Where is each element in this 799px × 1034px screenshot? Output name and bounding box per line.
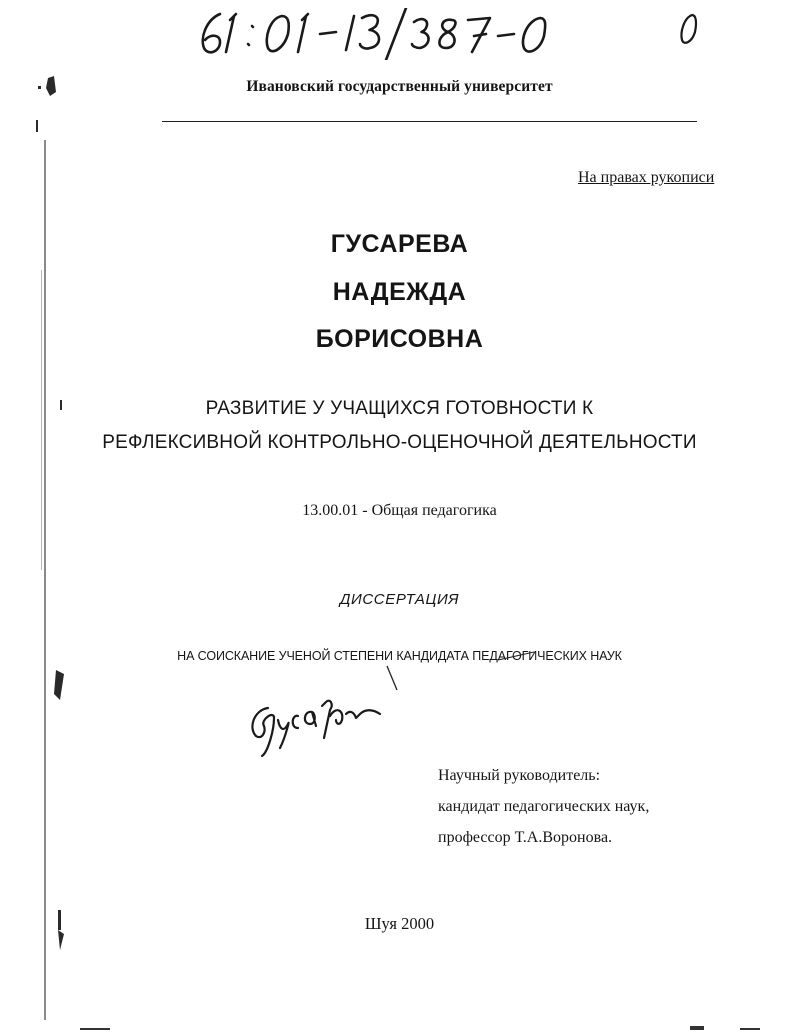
author-patronymic: БОРИСОВНА (315, 325, 484, 353)
university-name: Ивановский государственный университет (246, 78, 553, 95)
scan-bottom-marks (0, 1020, 799, 1034)
handwritten-archive-code (190, 8, 570, 60)
specialty-code: 13.00.01 - Общая педагогика (302, 502, 497, 519)
city-year: Шуя 2000 (364, 914, 435, 933)
rights-note: На правах рукописи (578, 169, 715, 186)
title-line-1: РАЗВИТИЕ У УЧАЩИХСЯ ГОТОВНОСТИ К (205, 398, 594, 419)
degree-statement: НА СОИСКАНИЕ УЧЕНОЙ СТЕПЕНИ КАНДИДАТА ПЕДАГОГИЧЕСКИХ НАУК (177, 649, 622, 663)
supervisor-name: профессор Т.А.Воронова. (438, 829, 613, 846)
strike-through-mark (496, 648, 536, 664)
scan-margin-marks (30, 70, 70, 1030)
document-type: ДИССЕРТАЦИЯ (339, 591, 460, 608)
title-line-2: РЕФЛЕКСИВНОЙ КОНТРОЛЬНО-ОЦЕНОЧНОЙ ДЕЯТЕЛЬНОСТИ (102, 432, 697, 453)
author-surname: ГУСАРЕВА (330, 230, 469, 258)
author-first-name: НАДЕЖДА (332, 278, 467, 306)
handwritten-archive-mark (678, 12, 700, 46)
header-divider (162, 121, 697, 122)
author-signature (238, 690, 388, 760)
supervisor-label: Научный руководитель: (438, 767, 601, 784)
supervisor-block (438, 760, 649, 853)
supervisor-degree: кандидат педагогических наук, (438, 798, 650, 815)
